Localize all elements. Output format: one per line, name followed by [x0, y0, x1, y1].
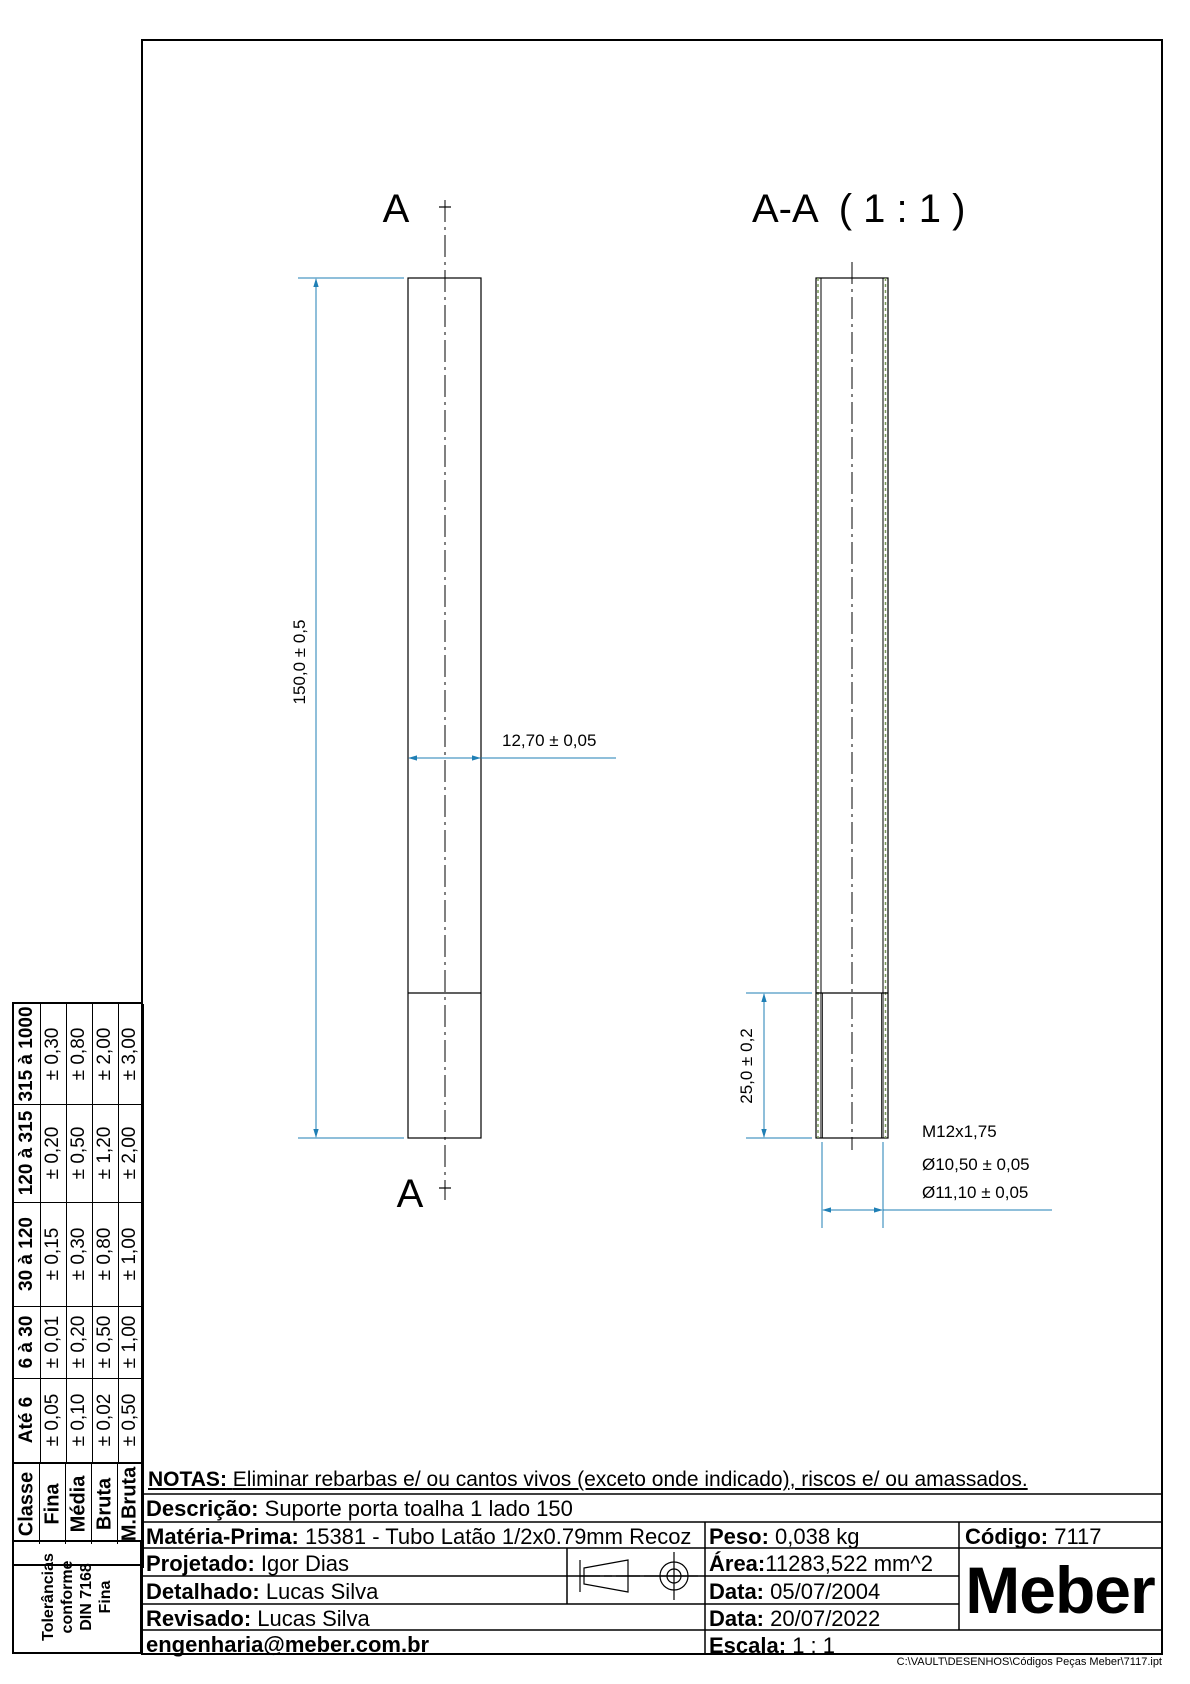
detalhado-field: [146, 1579, 378, 1605]
tol-class-bruta: Bruta: [92, 1464, 118, 1544]
company-logo: Meber: [965, 1553, 1155, 1627]
escala-field: [709, 1633, 835, 1659]
descricao-field: [146, 1496, 573, 1522]
codigo-label: Código:: [965, 1524, 1049, 1549]
tol-value: ± 0,80: [68, 1027, 89, 1081]
data-criacao-field: [709, 1579, 880, 1605]
area-value: 11283,522 mm^2: [765, 1551, 933, 1576]
tol-value: ± 0,01: [42, 1315, 63, 1369]
area-label: Área:: [709, 1551, 766, 1576]
inner-dia-text-2: Ø11,10 ± 0,05: [922, 1183, 1029, 1202]
drawing-border: [142, 40, 1162, 1654]
tol-value: ± 0,80: [94, 1227, 115, 1281]
projetado-value: Igor Dias: [260, 1551, 349, 1576]
tol-value: ± 0,50: [94, 1315, 115, 1369]
revisado-label: Revisado:: [146, 1606, 252, 1631]
projection-symbol-icon: [580, 1552, 698, 1600]
file-path: C:\VAULT\DESENHOS\Códigos Peças Meber\7117.ipt: [896, 1656, 1162, 1668]
thread-spec-text: M12x1,75: [922, 1122, 997, 1141]
peso-label: Peso:: [709, 1524, 769, 1549]
tol-value: ± 1,00: [119, 1227, 140, 1281]
tol-value: ± 0,05: [42, 1393, 63, 1447]
detalhado-label: Detalhado:: [146, 1579, 260, 1604]
descricao-value: Suporte porta toalha 1 lado 150: [264, 1496, 573, 1521]
email-field: engenharia@meber.com.br: [146, 1632, 430, 1657]
front-view: [290, 187, 616, 1216]
section-marker-top: A: [382, 187, 410, 231]
tolerance-caption-line: Tolerâncias: [40, 1553, 57, 1641]
materia-value: 15381 - Tubo Latão 1/2x0.79mm Recoz: [304, 1524, 692, 1549]
section-view-title: A-A ( 1 : 1 ): [752, 187, 966, 231]
tol-class-mbruta: M.Bruta: [118, 1466, 141, 1542]
tol-value: ± 0,20: [42, 1126, 63, 1180]
wall-hatching-right: [883, 278, 888, 1138]
tol-range-6: Até 6: [16, 1396, 37, 1444]
data-revisao-label: Data:: [709, 1606, 765, 1631]
escala-label: Escala:: [709, 1633, 787, 1658]
revisado-value: Lucas Silva: [257, 1606, 370, 1631]
tol-range-120: 30 à 120: [16, 1217, 37, 1291]
tol-value: ± 3,00: [119, 1027, 140, 1081]
data-revisao-field: [709, 1606, 880, 1632]
tol-value: ± 1,20: [94, 1126, 115, 1180]
codigo-field: [965, 1524, 1102, 1550]
tol-value: ± 0,20: [68, 1315, 89, 1369]
tol-value: ± 0,02: [94, 1393, 115, 1447]
tolerance-caption-line: conforme: [59, 1560, 76, 1634]
thread-dimension-text: 25,0 ± 0,2: [737, 1028, 756, 1104]
area-field: [709, 1551, 933, 1577]
escala-value: 1 : 1: [792, 1633, 835, 1658]
section-view: [737, 187, 1052, 1228]
data-criacao-label: Data:: [709, 1579, 765, 1604]
tol-range-315: 120 à 315: [16, 1110, 37, 1196]
revisado-field: [146, 1606, 370, 1632]
materia-label: Matéria-Prima:: [146, 1524, 299, 1549]
tol-value: ± 1,00: [119, 1315, 140, 1369]
peso-value: 0,038 kg: [775, 1524, 860, 1549]
tol-value: ± 0,30: [42, 1027, 63, 1081]
tolerance-caption-line: DIN 7168: [78, 1563, 95, 1631]
diameter-dimension-text: 12,70 ± 0,05: [502, 731, 597, 750]
tolerance-caption-line: Fina: [97, 1580, 114, 1614]
tol-value: ± 0,30: [68, 1227, 89, 1281]
tol-value: ± 0,10: [68, 1393, 89, 1447]
tol-value: ± 0,50: [119, 1393, 140, 1447]
tolerance-caption: [12, 1540, 142, 1654]
inner-dia-text-1: Ø10,50 ± 0,05: [922, 1155, 1030, 1174]
codigo-value: 7117: [1054, 1524, 1102, 1549]
descricao-label: Descrição:: [146, 1496, 259, 1521]
data-revisao-value: 20/07/2022: [770, 1606, 881, 1631]
tol-class-media: Média: [66, 1464, 92, 1544]
projetado-label: Projetado:: [146, 1551, 255, 1576]
tol-value: ± 2,00: [94, 1027, 115, 1081]
peso-field: [709, 1524, 859, 1550]
projetado-field: [146, 1551, 349, 1577]
tol-value: ± 0,50: [68, 1126, 89, 1180]
materia-field: [146, 1524, 704, 1550]
notes: [148, 1468, 1028, 1492]
tolerance-table: [12, 1002, 142, 1566]
tol-range-1000: 315 à 1000: [16, 1006, 37, 1102]
notes-text: Eliminar rebarbas e/ ou cantos vivos (exceto onde indicado), riscos e/ ou amassados.: [232, 1468, 1028, 1491]
tol-range-30: 6 à 30: [16, 1315, 37, 1369]
tol-header-classe: Classe: [14, 1464, 40, 1544]
length-dimension-text: 150,0 ± 0,5: [290, 619, 309, 705]
tol-value: ± 0,15: [42, 1227, 63, 1281]
section-marker-bottom: A: [396, 1172, 424, 1216]
tol-class-fina: Fina: [40, 1464, 66, 1544]
tol-value: ± 2,00: [119, 1126, 140, 1180]
wall-hatching-left: [816, 278, 821, 1138]
data-criacao-value: 05/07/2004: [770, 1579, 881, 1604]
detalhado-value: Lucas Silva: [265, 1579, 379, 1604]
notes-label: NOTAS:: [148, 1468, 227, 1491]
